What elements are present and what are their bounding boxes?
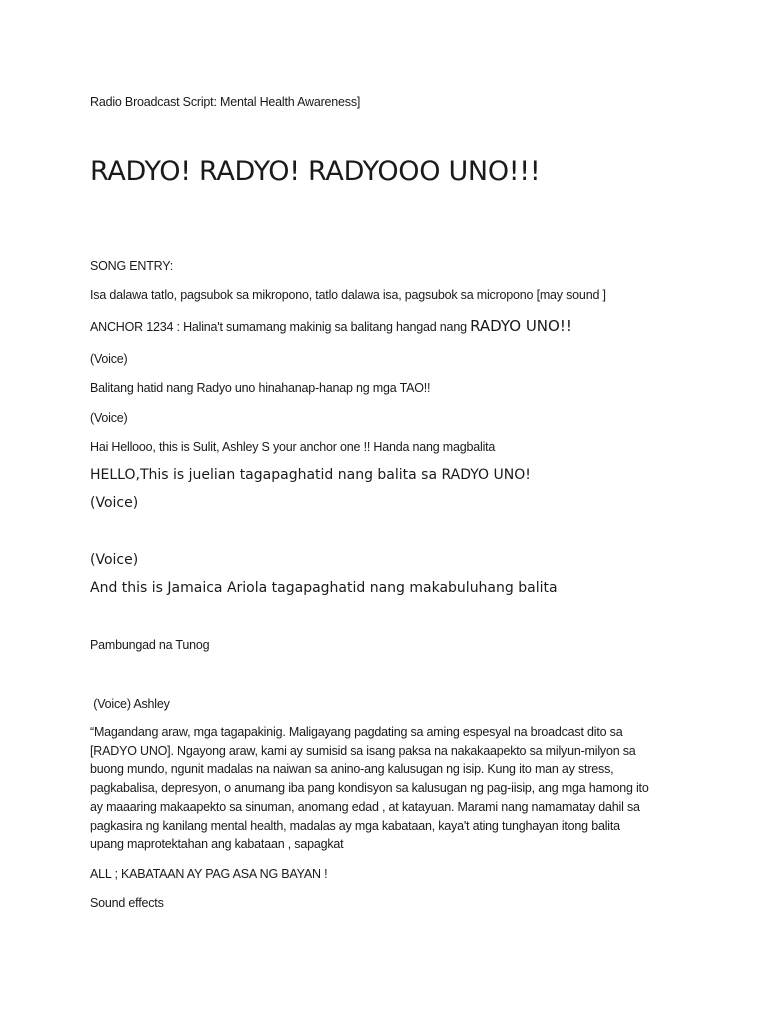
voice-ashley-line: (Voice) Ashley bbox=[90, 697, 170, 711]
paragraph-line: [RADYO UNO]. Ngayong araw, kami ay sumisid sa isang paksa na nakakaapekto sa milyun-milyon sa bbox=[90, 743, 636, 758]
paragraph-line: upang maprotektahan ang kabataan , sapagkat bbox=[90, 837, 344, 852]
paragraph-line: “Magandang araw, mga tagapakinig. Maligayang pagdating sa aming espesyal na broadcast dito sa bbox=[90, 725, 623, 739]
paragraph-line: pagkabalisa, depresyon, o anumang iba pang kondisyon sa kalusugan ng pag-iisip, ang mga hamong ito bbox=[90, 781, 649, 796]
voice-cue-2: (Voice) bbox=[90, 411, 128, 425]
anchor-line-text: ANCHOR 1234 : Halina't sumamang makinig sa balitang hangad nang bbox=[90, 320, 471, 334]
paragraph-line: ay maaaring makaapekto sa sinuman, anomang edad , at katayuan. Marami nang namamatay dahil sa bbox=[90, 799, 640, 814]
paragraph-line: pagkasira ng kanilang mental health, madalas ay mga kabataan, kaya't ating tunghayan itong balita bbox=[90, 818, 620, 833]
page-title: RADYO! RADYO! RADYOOO UNO!!! bbox=[90, 156, 541, 187]
mic-test-line: Isa dalawa tatlo, pagsubok sa mikropono, tatlo dalawa isa, pagsubok sa micropono [may sound ] bbox=[90, 288, 606, 302]
voice-cue-1: (Voice) bbox=[90, 352, 128, 366]
jamaica-line: And this is Jamaica Ariola tagapaghatid nang makabuluhang balita bbox=[90, 580, 558, 596]
sound-effects-line: Sound effects bbox=[90, 896, 164, 910]
intro-paragraph bbox=[90, 723, 680, 854]
song-entry-label: SONG ENTRY: bbox=[90, 259, 174, 273]
paragraph-line: buong mundo, ngunit madalas na naiwan sa anino-ang kalusugan ng isip. Kung ito man ay stress, bbox=[90, 762, 614, 777]
voice-cue-3: (Voice) bbox=[90, 495, 139, 511]
balitang-hatid-line: Balitang hatid nang Radyo uno hinahanap-hanap ng mga TAO!! bbox=[90, 381, 431, 395]
anchor-line-emphasis: RADYO UNO!! bbox=[470, 317, 572, 335]
hai-hello-line: Hai Hellooo, this is Sulit, Ashley S your anchor one !! Handa nang magbalita bbox=[90, 440, 496, 454]
voice-cue-4: (Voice) bbox=[90, 552, 139, 568]
hello-juelian-line: HELLO,This is juelian tagapaghatid nang balita sa RADYO UNO! bbox=[90, 467, 531, 483]
all-chant-line: ALL ; KABATAAN AY PAG ASA NG BAYAN ! bbox=[90, 867, 328, 881]
header-line: Radio Broadcast Script: Mental Health Awareness] bbox=[90, 95, 361, 109]
pambungad-line: Pambungad na Tunog bbox=[90, 638, 210, 652]
anchor-line bbox=[90, 318, 572, 335]
